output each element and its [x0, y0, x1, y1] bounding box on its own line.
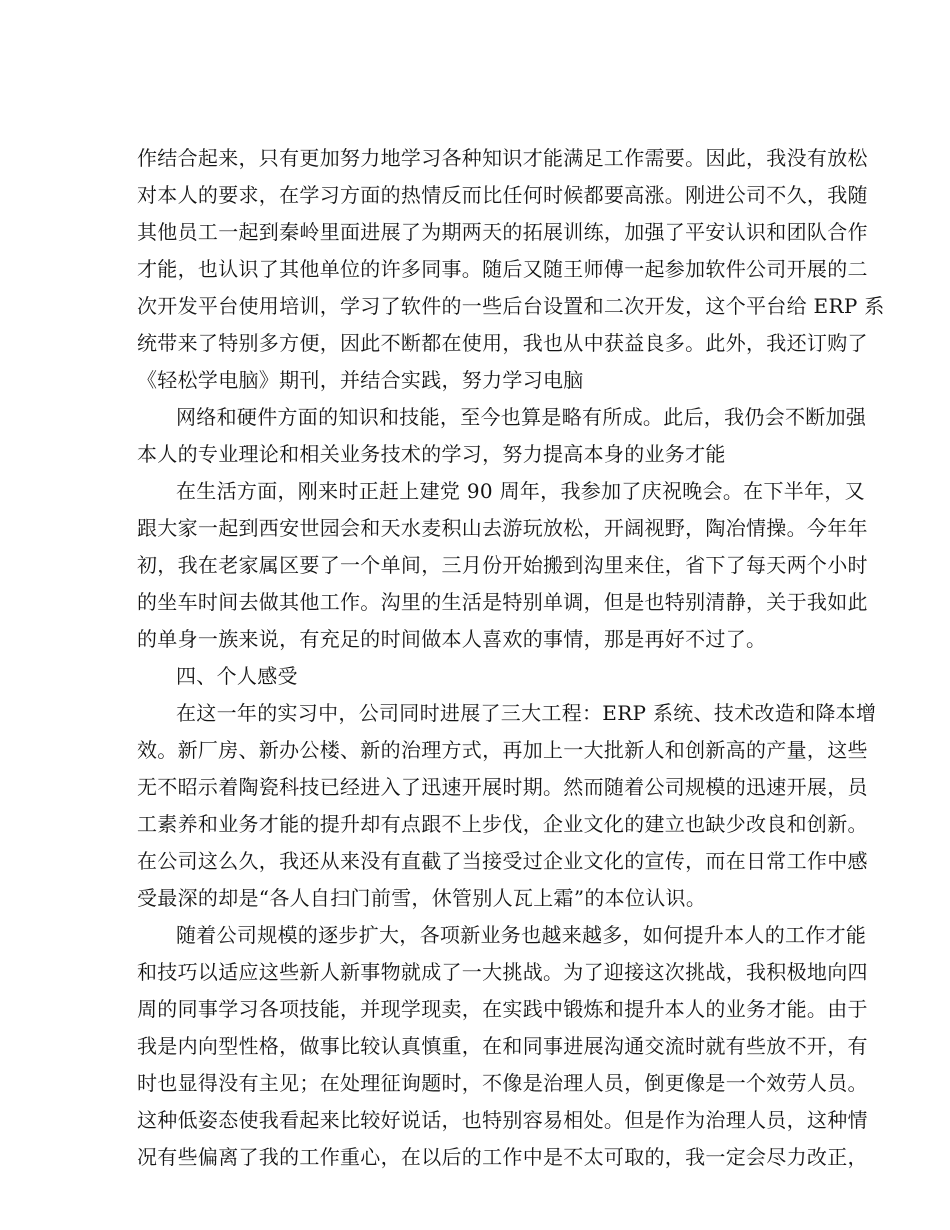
text-line: 在公司这么久，我还从来没有直截了当接受过企业文化的宣传，而在日常工作中感 [137, 849, 868, 873]
section-heading: 四、个人感受 [176, 664, 298, 688]
paragraph-first-line: 在这一年的实习中，公司同时进展了三大工程：ERP 系统、技术改造和降本增 [176, 701, 877, 725]
text-line: 的单身一族来说，有充足的时间做本人喜欢的事情，那是再好不过了。 [137, 627, 767, 651]
text-line: 这种低姿态使我看起来比较好说话，也特别容易相处。但是作为治理人员，这种情 [137, 1108, 868, 1132]
text-line: 才能，也认识了其他单位的许多同事。随后又随王师傅一起参加软件公司开展的二 [137, 257, 868, 281]
paragraph-first-line: 网络和硬件方面的知识和技能，至今也算是略有所成。此后，我仍会不断加强 [176, 405, 867, 429]
paragraph-first-line: 在生活方面，刚来时正赶上建党 90 周年，我参加了庆祝晚会。在下半年，又 [176, 479, 865, 503]
paragraph-first-line: 随着公司规模的逐步扩大，各项新业务也越来越多，如何提升本人的工作才能 [176, 923, 867, 947]
text-line: 本人的专业理论和相关业务技术的学习，努力提高本身的业务才能 [137, 442, 726, 466]
text-line: 况有些偏离了我的工作重心，在以后的工作中是不太可取的，我一定会尽力改正， [137, 1145, 868, 1169]
text-line: 工素养和业务才能的提升却有点跟不上步伐，企业文化的建立也缺少改良和创新。 [137, 812, 868, 836]
text-line: 其他员工一起到秦岭里面进展了为期两天的拓展训练，加强了平安认识和团队合作 [137, 220, 868, 244]
text-line: 无不昭示着陶瓷科技已经进入了迅速开展时期。然而随着公司规模的迅速开展，员 [137, 775, 868, 799]
text-line: 和技巧以适应这些新人新事物就成了一大挑战。为了迎接这次挑战，我积极地向四 [137, 960, 868, 984]
text-line: 的坐车时间去做其他工作。沟里的生活是特别单调，但是也特别清静，关于我如此 [137, 590, 868, 614]
text-line: 统带来了特别多方便，因此不断都在使用，我也从中获益良多。此外，我还订购了 [137, 331, 868, 355]
text-line: 时也显得没有主见；在处理征询题时，不像是治理人员，倒更像是一个效劳人员。 [137, 1071, 868, 1095]
text-line: 初，我在老家属区要了一个单间，三月份开始搬到沟里来住，省下了每天两个小时 [137, 553, 868, 577]
text-line: 作结合起来，只有更加努力地学习各种知识才能满足工作需要。因此，我没有放松 [137, 146, 868, 170]
text-line: 受最深的却是“各人自扫门前雪，休管别人瓦上霜”的本位认识。 [137, 886, 707, 910]
text-line: 跟大家一起到西安世园会和天水麦积山去游玩放松，开阔视野，陶冶情操。今年年 [137, 516, 868, 540]
text-line: 次开发平台使用培训，学习了软件的一些后台设置和二次开发，这个平台给 ERP 系 [137, 294, 885, 318]
text-line: 对本人的要求，在学习方面的热情反而比任何时候都要高涨。刚进公司不久，我随 [137, 183, 868, 207]
text-line: 周的同事学习各项技能，并现学现卖，在实践中锻炼和提升本人的业务才能。由于 [137, 997, 868, 1021]
text-line: 《轻松学电脑》期刊，并结合实践，努力学习电脑 [137, 368, 584, 392]
text-line: 我是内向型性格，做事比较认真慎重，在和同事进展沟通交流时就有些放不开，有 [137, 1034, 868, 1058]
text-line: 效。新厂房、新办公楼、新的治理方式，再加上一大批新人和创新高的产量，这些 [137, 738, 868, 762]
